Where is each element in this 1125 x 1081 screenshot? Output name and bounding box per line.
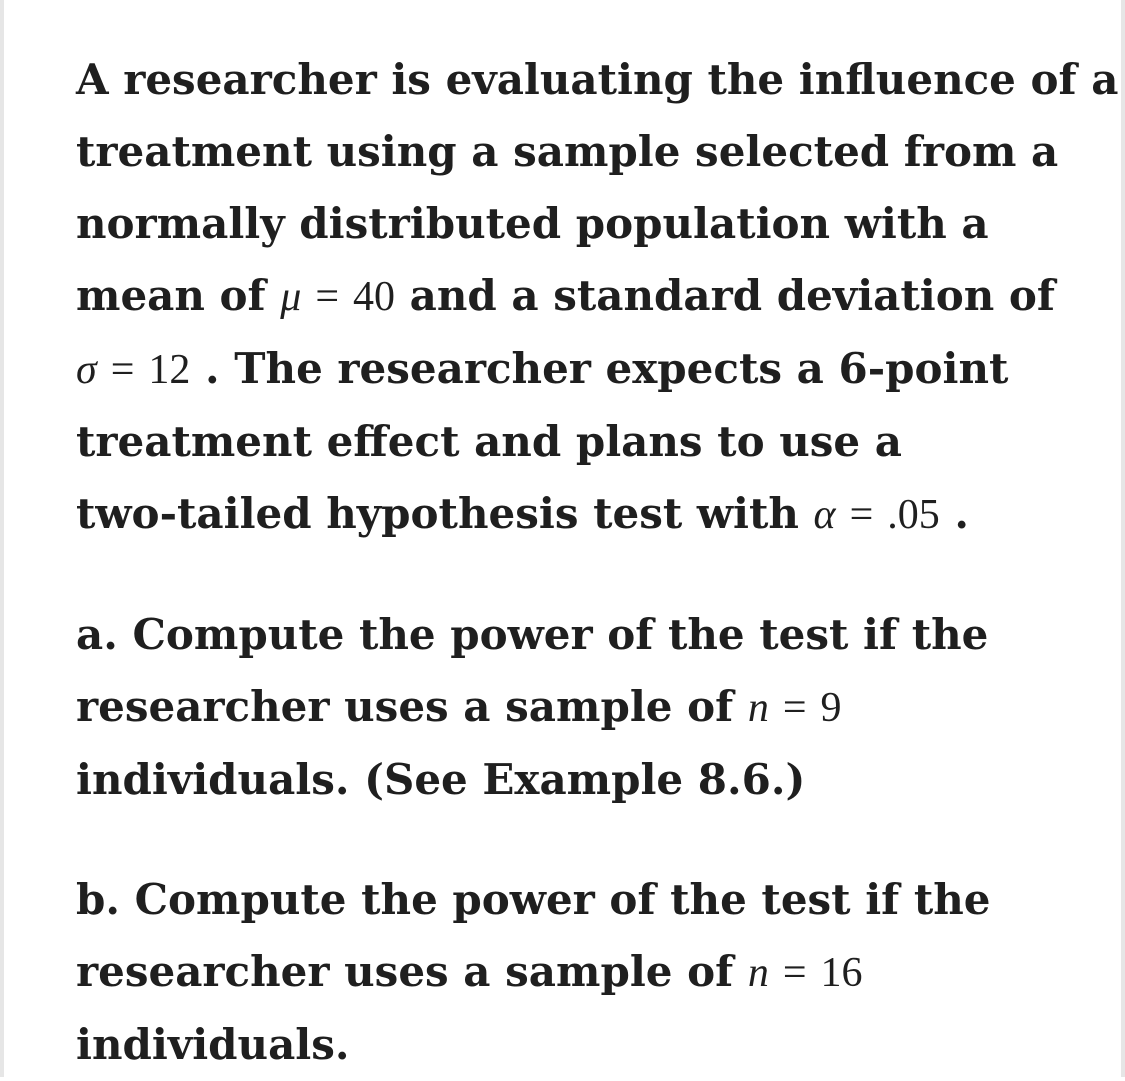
part-b-paragraph <box>76 864 1076 1081</box>
sigma-equation <box>76 347 190 393</box>
equals-sign: = <box>782 950 807 996</box>
right-border <box>1121 0 1125 1077</box>
problem-intro-paragraph <box>76 44 1119 551</box>
intro-line-3: normally distributed population with a <box>76 199 989 248</box>
n-symbol: n <box>747 685 769 731</box>
sample-label: researcher uses a sample of <box>76 947 748 996</box>
equals-sign: = <box>110 347 135 393</box>
sd-label: and a standard deviation of <box>395 271 1055 320</box>
left-border <box>0 0 4 1077</box>
n-equation <box>748 685 842 731</box>
part-a-line-1: a. Compute the power of the test if the <box>76 610 989 659</box>
intro-line-4 <box>76 260 1076 333</box>
intro-line-1: A researcher is evaluating the influence of a <box>76 55 1119 104</box>
period: . <box>939 489 970 538</box>
alpha-equation <box>814 492 940 538</box>
intro-line-5 <box>76 333 1076 406</box>
sample-label: researcher uses a sample of <box>76 682 748 731</box>
sigma-value: 12 <box>148 347 191 393</box>
part-b-line-2 <box>76 936 1076 1009</box>
intro-line-2: treatment using a sample selected from a <box>76 127 1059 176</box>
intro-line-6: treatment effect and plans to use a <box>76 417 902 466</box>
n-symbol: n <box>747 950 769 996</box>
expectation-text: . The researcher expects a 6-point <box>190 344 1009 393</box>
problem-text <box>76 44 1119 1081</box>
n-value: 9 <box>820 685 842 731</box>
n-value: 16 <box>820 950 863 996</box>
part-a-line-2 <box>76 671 1076 744</box>
mean-label: mean of <box>76 271 281 320</box>
mu-symbol: μ <box>280 274 302 320</box>
part-a-paragraph <box>76 599 1076 816</box>
part-b-line-1: b. Compute the power of the test if the <box>76 875 991 924</box>
alpha-symbol: α <box>813 492 836 538</box>
intro-line-7 <box>76 478 1076 551</box>
n-equation <box>748 950 863 996</box>
part-a-line-3: individuals. (See Example 8.6.) <box>76 755 806 804</box>
equals-sign: = <box>782 685 807 731</box>
equals-sign: = <box>315 274 340 320</box>
mu-equation <box>280 274 395 320</box>
sigma-symbol: σ <box>76 347 97 393</box>
mu-value: 40 <box>353 274 396 320</box>
test-label: two-tailed hypothesis test with <box>76 489 814 538</box>
part-b-line-3: individuals. <box>76 1020 350 1069</box>
equals-sign: = <box>849 492 874 538</box>
alpha-value: .05 <box>887 492 940 538</box>
